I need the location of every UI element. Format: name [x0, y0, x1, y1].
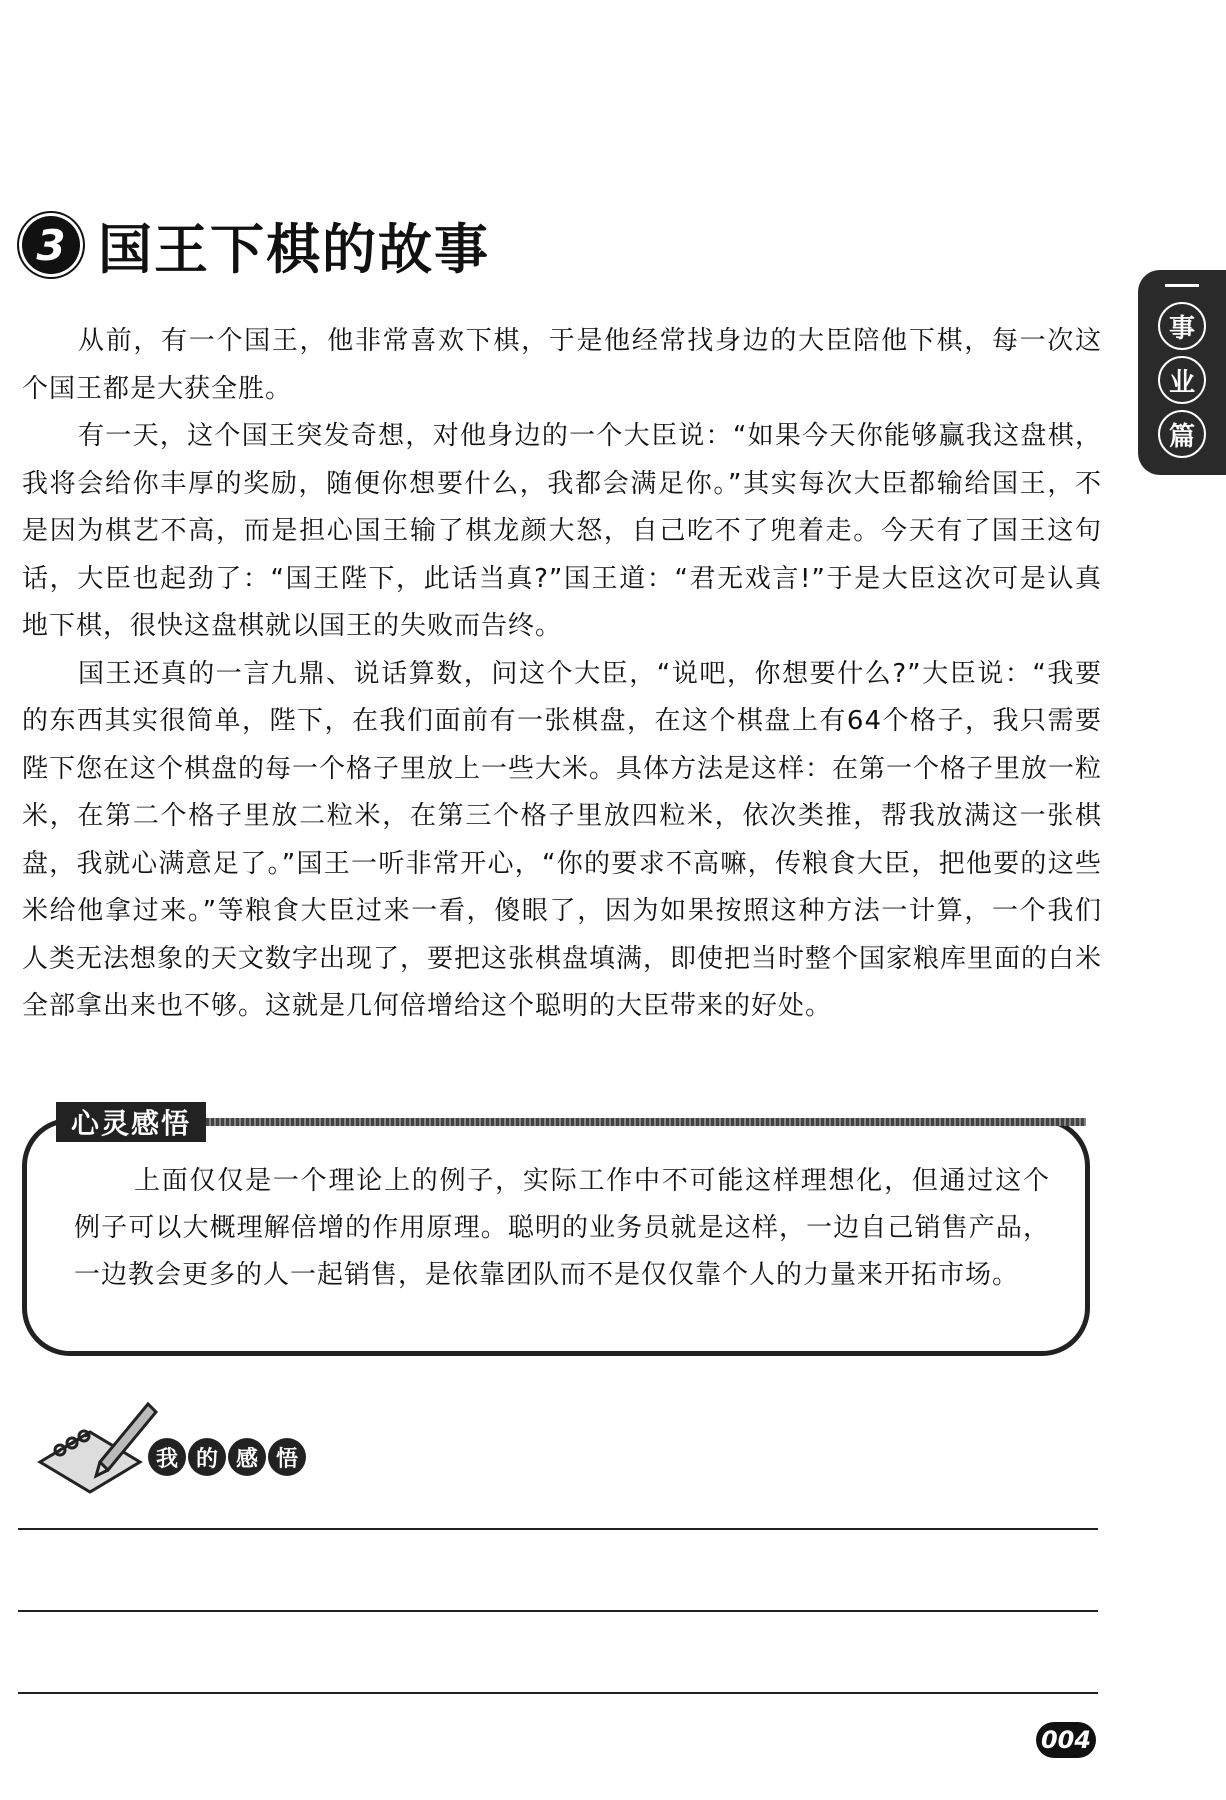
- tab-char: 业: [1158, 356, 1206, 404]
- writing-line: [18, 1692, 1098, 1694]
- page-number: 004: [1036, 1722, 1096, 1758]
- insight-box-text: 上面仅仅是一个理论上的例子，实际工作中不可能这样理想化，但通过这个例子可以大概理解倍增的作用原理。聪明的业务员就是这样，一边自己销售产品，一边教会更多的人一起销售，是依靠团队而不是仅仅靠个人的力量来开拓市场。: [74, 1166, 1050, 1290]
- writing-line: [18, 1528, 1098, 1530]
- chapter-title-text: 国王下棋的故事: [98, 217, 490, 281]
- insight-box-decor-line: [206, 1118, 1086, 1126]
- writing-line: [18, 1610, 1098, 1612]
- my-insight-char: 我: [148, 1438, 186, 1476]
- chapter-number-badge: 3: [22, 216, 80, 274]
- section-side-tab: [1138, 270, 1226, 475]
- my-insight-char: 感: [228, 1438, 266, 1476]
- tab-char: 事: [1158, 302, 1206, 350]
- story-body: [22, 318, 1102, 1031]
- my-insight-heading: [148, 1438, 308, 1476]
- story-paragraph: 国王还真的一言九鼎、说话算数，问这个大臣，“说吧，你想要什么?”大臣说：“我要的东西其实很简单，陛下，在我们面前有一张棋盘，在这个棋盘上有64个格子，我只需要陛下您在这个棋盘的每一个格子里放上一些大米。具体方法是这样：在第一个格子里放一粒米，在第二个格子里放二粒米，在第三个格子里放四粒米，依次类推，帮我放满这一张棋盘，我就心满意足了。”国王一听非常开心，“你的要求不高嘛，传粮食大臣，把他要的这些米给他拿过来。”等粮食大臣过来一看，傻眼了，因为如果按照这种方法一计算，一个我们人类无法想象的天文数字出现了，要把这张棋盘填满，即使把当时整个国家粮库里面的白米全部拿出来也不够。这就是几何倍增给这个聪明的大臣带来的好处。: [22, 658, 1103, 1021]
- tab-dash: [1165, 284, 1199, 287]
- notebook-pencil-icon: [30, 1392, 160, 1502]
- chapter-title: [22, 200, 490, 290]
- my-insight-char: 的: [188, 1438, 226, 1476]
- story-paragraph: 从前，有一个国王，他非常喜欢下棋，于是他经常找身边的大臣陪他下棋，每一次这个国王都是大获全胜。: [22, 326, 1102, 404]
- insight-box-label: 心灵感悟: [56, 1102, 206, 1142]
- tab-char: 篇: [1158, 410, 1206, 458]
- my-insight-char: 悟: [268, 1438, 306, 1476]
- story-paragraph: 有一天，这个国王突发奇想，对他身边的一个大臣说：“如果今天你能够赢我这盘棋，我将会给你丰厚的奖励，随便你想要什么，我都会满足你。”其实每次大臣都输给国王，不是因为棋艺不高，而是担心国王输了棋龙颜大怒，自己吃不了兜着走。今天有了国王这句话，大臣也起劲了：“国王陛下，此话当真?”国王道：“君无戏言!”于是大臣这次可是认真地下棋，很快这盘棋就以国王的失败而告终。: [22, 421, 1102, 641]
